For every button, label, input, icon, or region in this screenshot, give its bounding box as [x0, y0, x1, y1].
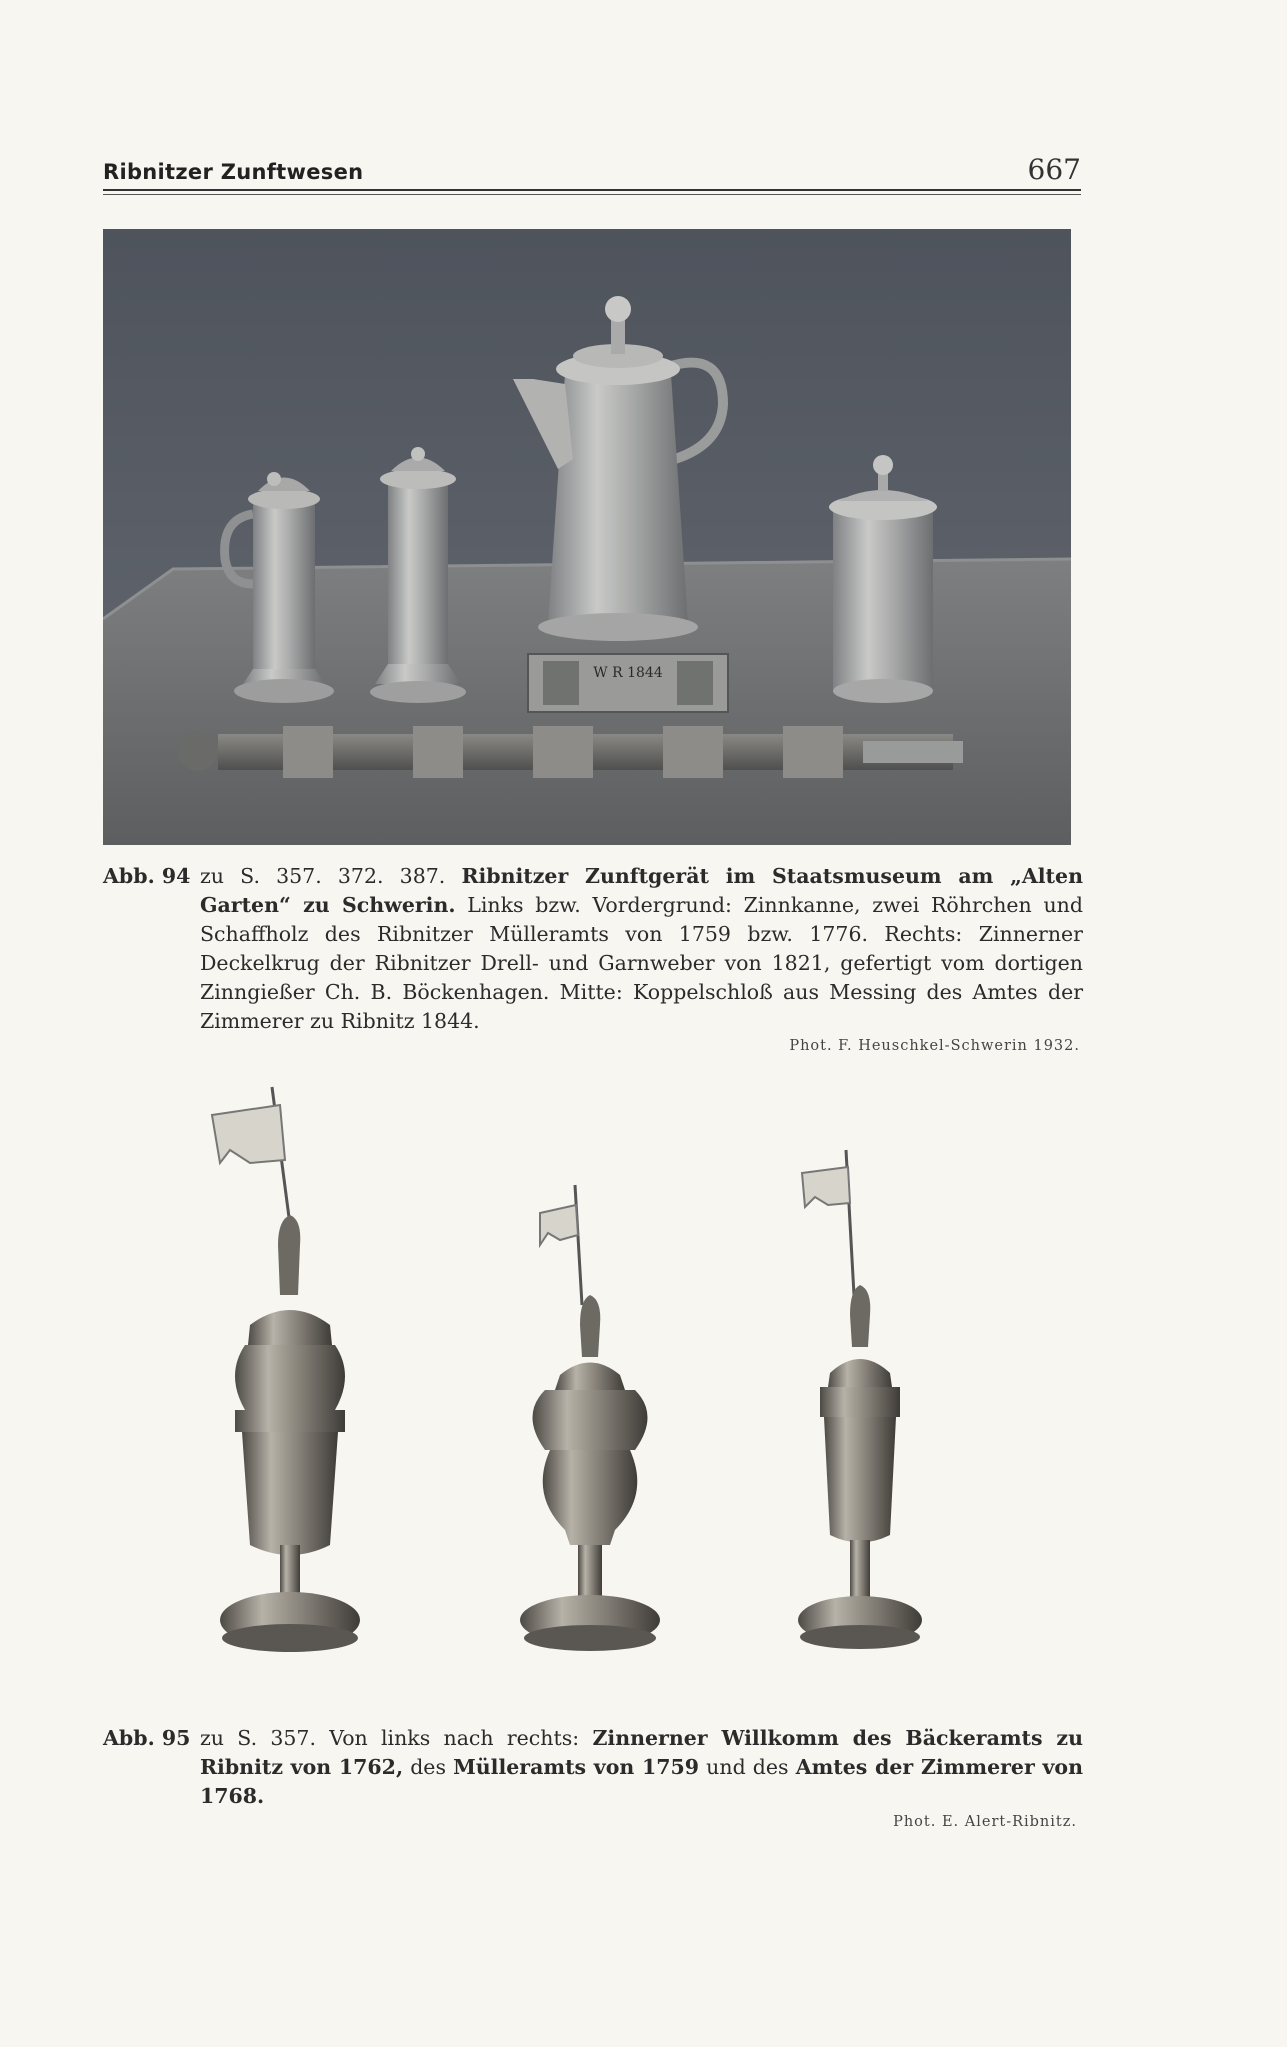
running-header — [103, 152, 1081, 192]
running-title: Ribnitzer Zunftwesen — [103, 160, 364, 184]
figure-95-photo — [190, 1075, 1010, 1715]
goblet-baeckeramt — [212, 1087, 360, 1652]
figure-94-photo-credit: Phot. F. Heuschkel-Schwerin 1932. — [789, 1038, 1080, 1054]
figure-95-text: zu S. 357. Von links nach rechts: Zinnerner Willkomm des Bäckeramts zu Ribnitz von 1762, des Mülleramts von 1759 und des Amtes der Zimmerer von 1768. — [200, 1726, 1083, 1808]
willkomm-goblets-illustration — [190, 1075, 1010, 1715]
goblet-zimmerer — [798, 1150, 922, 1649]
figure-94-caption — [103, 862, 1083, 1042]
figure-95-label: Abb. 95 — [103, 1726, 191, 1750]
figure-94-photo — [103, 229, 1071, 845]
figure-94-label: Abb. 94 — [103, 864, 191, 888]
pewter-vessels-illustration — [103, 229, 1071, 845]
brass-buckle — [528, 654, 728, 712]
goblet-muelleramt — [520, 1185, 660, 1651]
buckle-inscription: W R 1844 — [593, 665, 663, 681]
figure-94-text: zu S. 357. 372. 387. Ribnitzer Zunftgerät im Staatsmuseum am „Alten Garten“ zu Schwerin. Links bzw. Vordergrund: Zinnkanne, zwei Röhrchen und Schaffholz des Ribnitzer Mülleramts von 1759 bzw. 1776. Rechts: Zinnerner Deckelkrug der Ribnitzer Drell- und Garnweber von 1821, gefertigt vom dortigen Zinngießer Ch. B. Böckenhagen. Mitte: Koppelschloß aus Messing des Amtes der Zimmerer zu Ribnitz 1844. — [200, 864, 1083, 1033]
figure-95-photo-credit: Phot. E. Alert-Ribnitz. — [893, 1814, 1077, 1830]
page-number: 667 — [1027, 153, 1081, 186]
header-rule — [103, 189, 1081, 191]
figure-95-caption — [103, 1724, 1083, 1824]
header-rule-thin — [103, 194, 1081, 195]
